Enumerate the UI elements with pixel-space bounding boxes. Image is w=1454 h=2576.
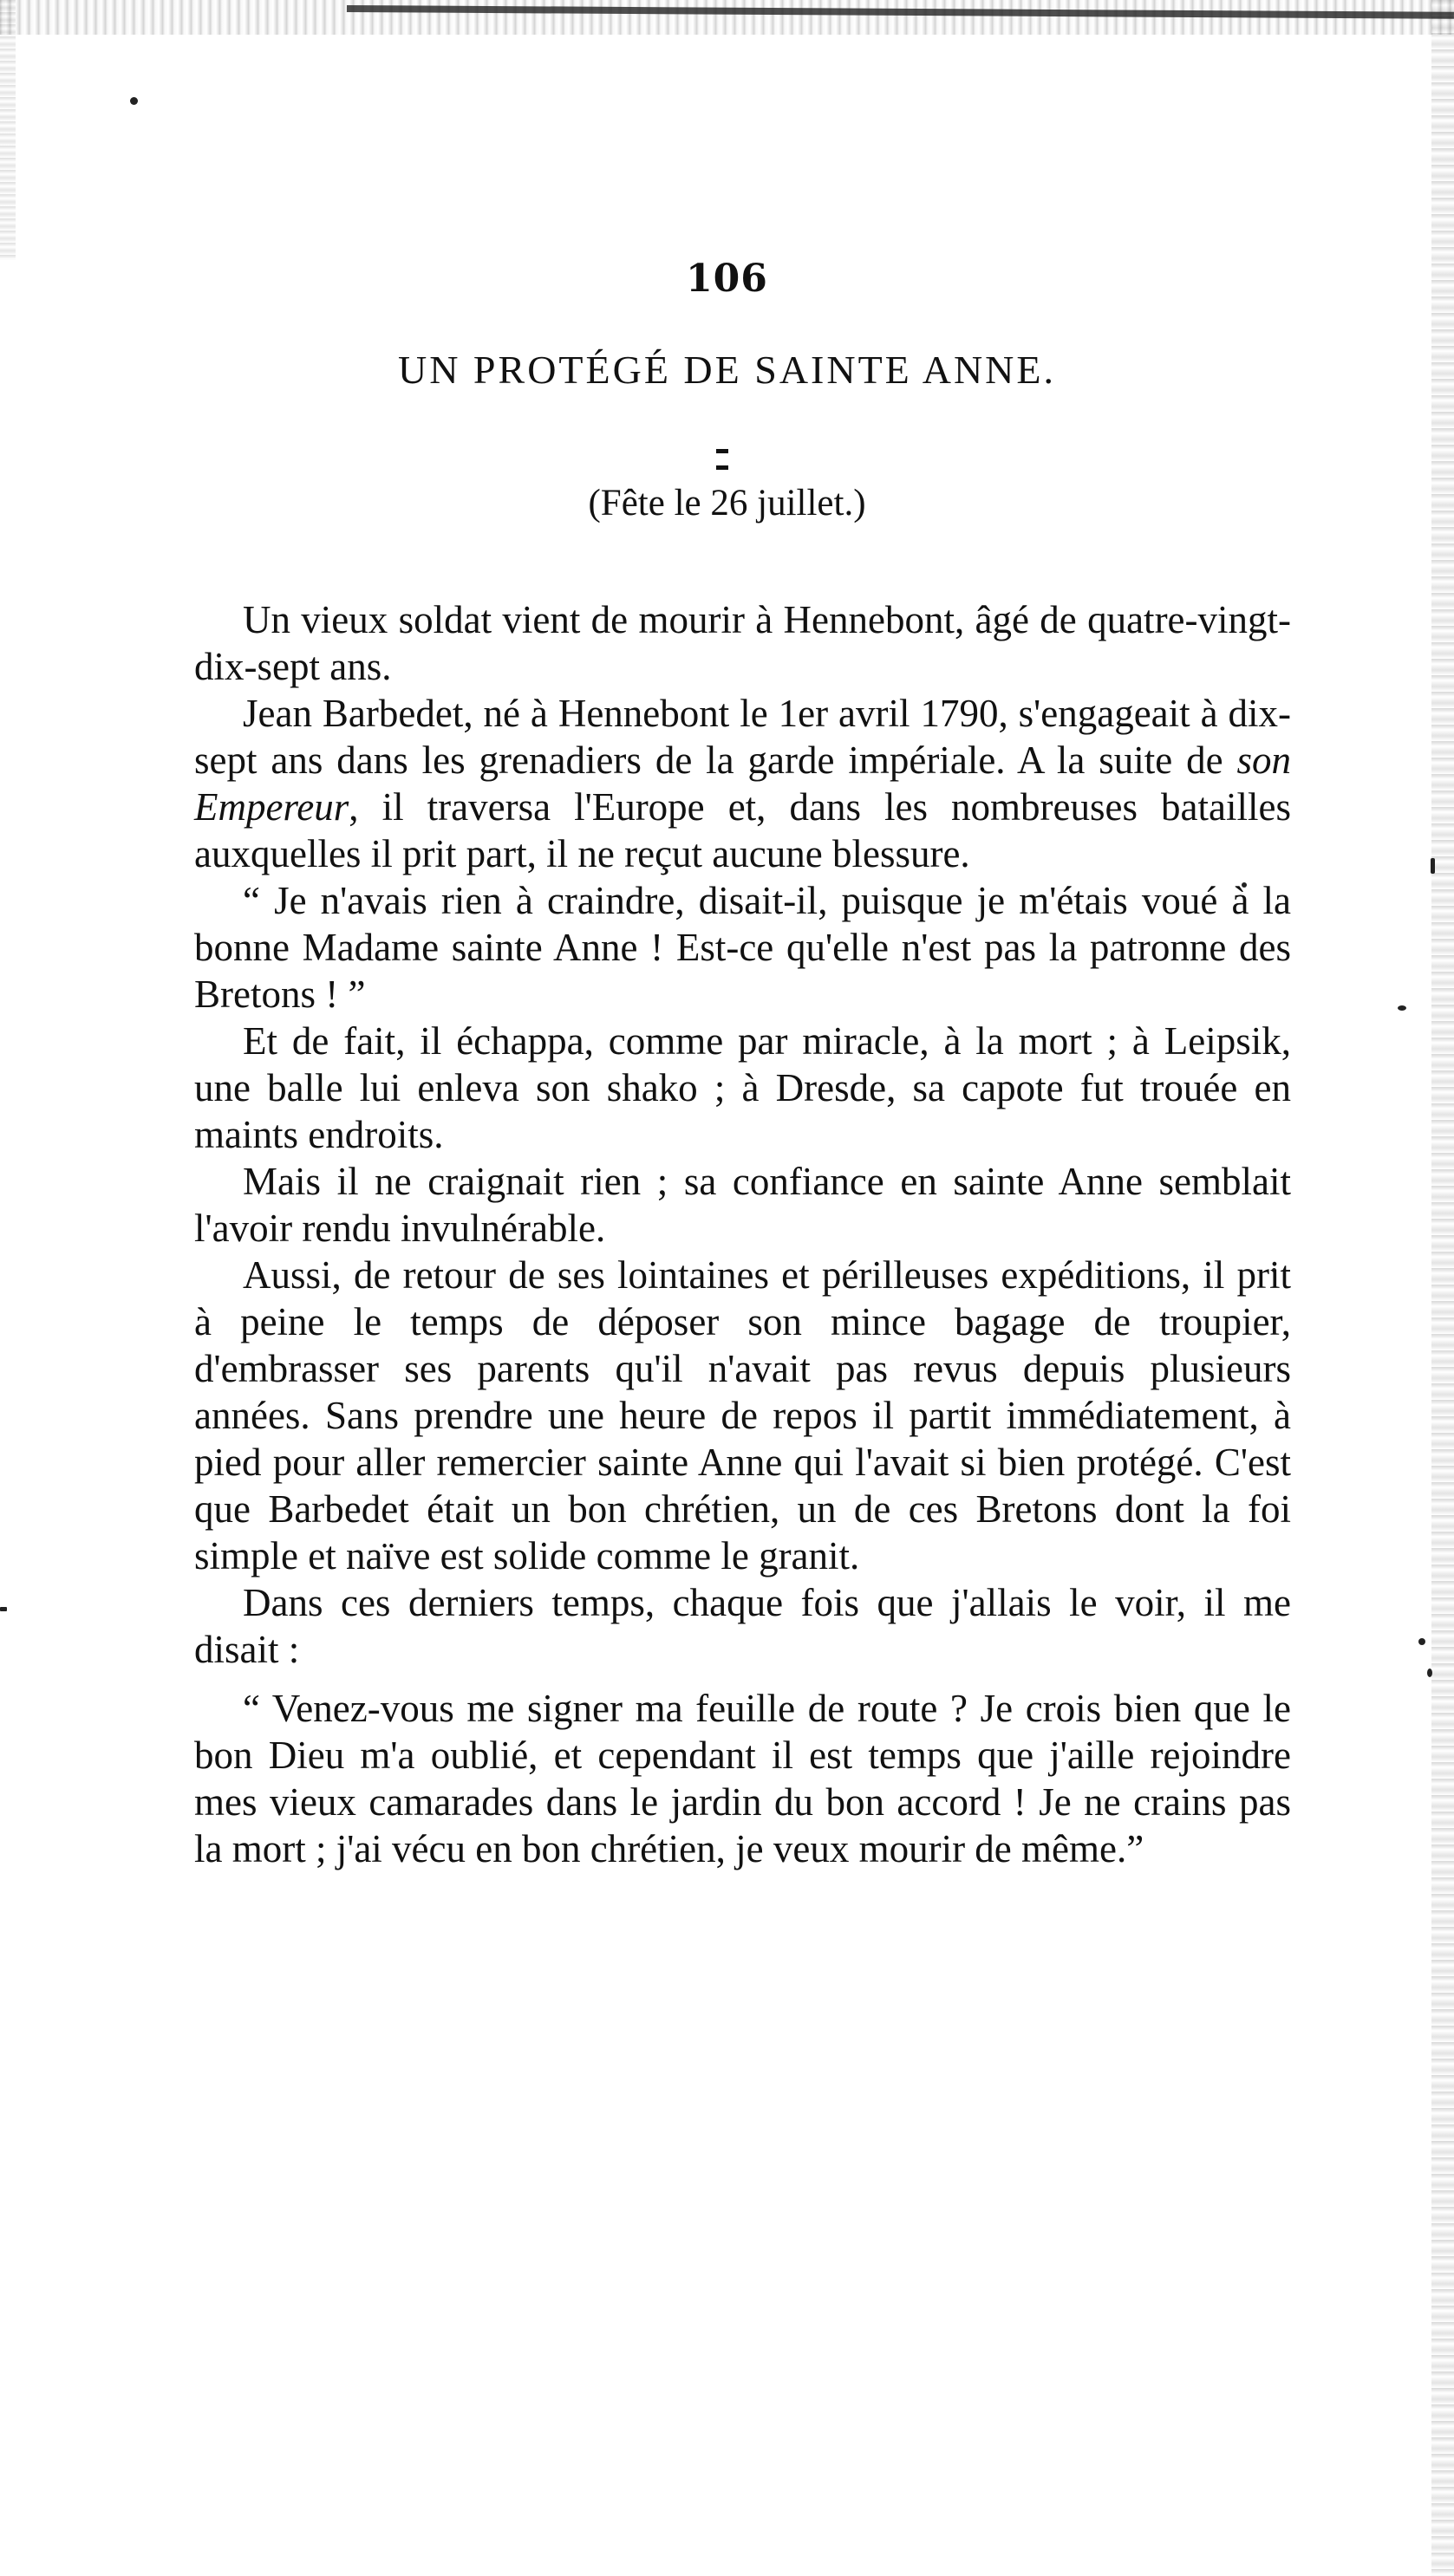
paragraph-italic-text: son Empereur (194, 738, 1291, 829)
paragraph-text: , il traversa l'Europe et, dans les nombreuses batailles auxquelles il prit part, il ne reçut aucune blessure. (194, 785, 1291, 875)
paragraph: Aussi, de retour de ses lointaines et périlleuses expéditions, il prit à peine le temps de déposer son mince bagage de troupier, d'embrasser ses parents qu'il n'avait pas revus depuis plusieurs années. Sans prendre une heure de repos il partit immédiatement, à pied pour aller remercier sainte Anne qui l'avait si bien protégé. C'est que Barbedet était un bon chrétien, un de ces Bretons dont la foi simple et naïve est solide comme le granit. (194, 1253, 1291, 1577)
page-number: 106 (686, 257, 768, 301)
ink-speck (130, 97, 138, 105)
ink-speck (0, 1607, 7, 1611)
quoted-paragraph: “ Venez-vous me signer ma feuille de route ? Je crois bien que le bon Dieu m'a oublié, et cependant il est temps que j'aille rejoindre mes vieux camarades dans le jardin du bon accord ! Je ne crains pas la mort ; j'ai vécu en bon chrétien, je veux mourir de même.” (194, 1687, 1291, 1870)
paragraph: Dans ces derniers temps, chaque fois que j'allais le voir, il me disait : (194, 1581, 1291, 1671)
paragraph: Mais il ne craignait rien ; sa confiance en sainte Anne semblait l'avoir rendu invulnérable. (194, 1160, 1291, 1250)
body-text (194, 596, 1291, 1872)
paragraph-text: Jean Barbedet, né à Hennebont le 1er avril 1790, s'engageait à dix-sept ans dans les grenadiers de la garde impériale. A la suite de (194, 692, 1291, 782)
ink-speck (1427, 1669, 1432, 1677)
paragraph: Un vieux soldat vient de mourir à Hennebont, âgé de quatre-vingt-dix-sept ans. (194, 598, 1291, 688)
paragraph: Et de fait, il échappa, comme par miracle, à la mort ; à Leipsik, une balle lui enleva son shako ; à Dresde, sa capote fut trouée en maints endroits. (194, 1019, 1291, 1156)
feast-date-subtitle: (Fête le 26 juillet.) (588, 483, 866, 524)
scan-left-edge-noise (0, 0, 16, 260)
ink-speck (1431, 858, 1435, 874)
ink-speck (1418, 1638, 1425, 1645)
paragraph: “ Je n'avais rien à craindre, disait-il, puisque je m'étais voué à la bonne Madame sainte Anne ! Est-ce qu'elle n'est pas la patronne des Bretons ! ” (194, 879, 1291, 1016)
ink-speck (1398, 1005, 1406, 1011)
paragraph (194, 690, 1291, 877)
chapter-title: UN PROTÉGÉ DE SAINTE ANNE. (397, 348, 1056, 392)
title-ornament (716, 440, 747, 445)
